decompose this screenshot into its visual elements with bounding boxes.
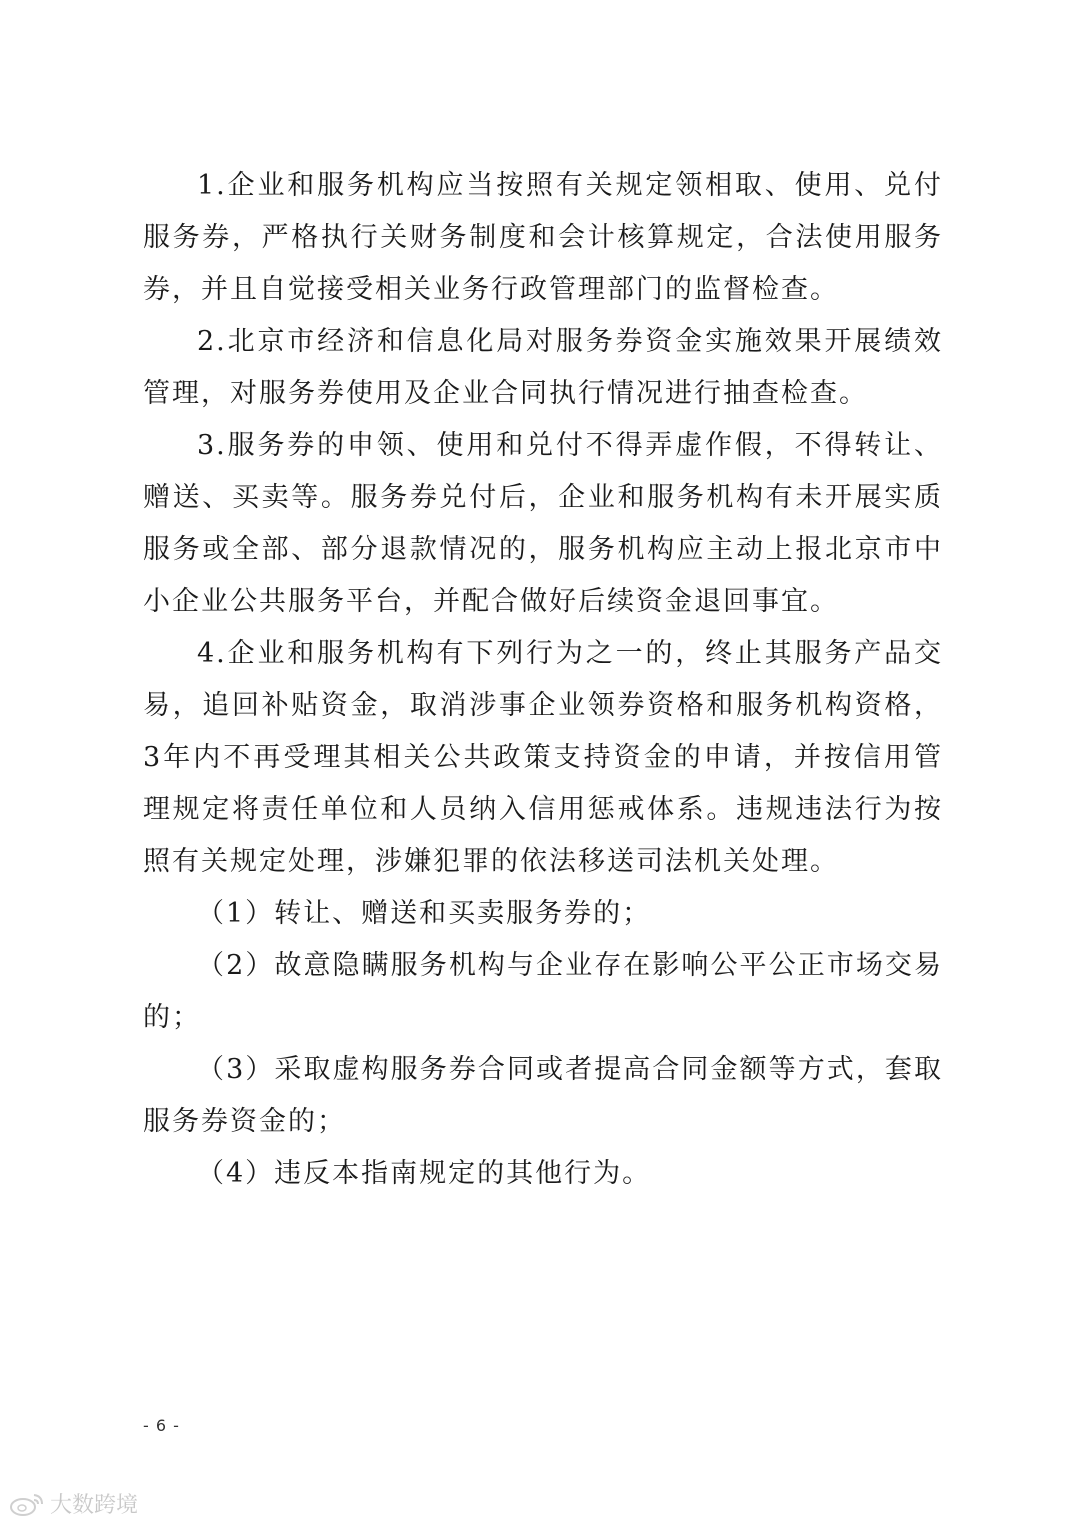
list-item-2: （2）故意隐瞒服务机构与企业存在影响公平公正市场交易的；	[143, 950, 943, 1033]
paragraph-2: 2.北京市经济和信息化局对服务券资金实施效果开展绩效管理，对服务券使用及企业合同执行情况进行抽查检查。	[143, 326, 943, 409]
watermark-text: 大数跨境	[50, 1493, 139, 1518]
list-item-3: （3）采取虚构服务券合同或者提高合同金额等方式，套取服务券资金的；	[143, 1054, 943, 1137]
weibo-logo-icon	[8, 1491, 46, 1517]
paragraph-3: 3.服务券的申领、使用和兑付不得弄虚作假，不得转让、赠送、买卖等。服务券兑付后，企业和服务机构有未开展实质服务或全部、部分退款情况的，服务机构应主动上报北京市中小企业公共服务平台，并配合做好后续资金退回事宜。	[143, 430, 943, 617]
watermark	[8, 1488, 138, 1519]
list-item-4: （4）违反本指南规定的其他行为。	[197, 1158, 652, 1189]
document-body	[143, 160, 943, 1200]
paragraph-4: 4.企业和服务机构有下列行为之一的，终止其服务产品交易，追回补贴资金，取消涉事企业领券资格和服务机构资格，3年内不再受理其相关公共政策支持资金的申请，并按信用管理规定将责任单位和人员纳入信用惩戒体系。违规违法行为按照有关规定处理，涉嫌犯罪的依法移送司法机关处理。	[143, 638, 943, 877]
page-number: - 6 -	[143, 1416, 180, 1435]
paragraph-1: 1.企业和服务机构应当按照有关规定领相取、使用、兑付服务券，严格执行关财务制度和会计核算规定，合法使用服务券，并且自觉接受相关业务行政管理部门的监督检查。	[143, 170, 943, 305]
list-item-1: （1）转让、赠送和买卖服务券的；	[197, 898, 652, 929]
